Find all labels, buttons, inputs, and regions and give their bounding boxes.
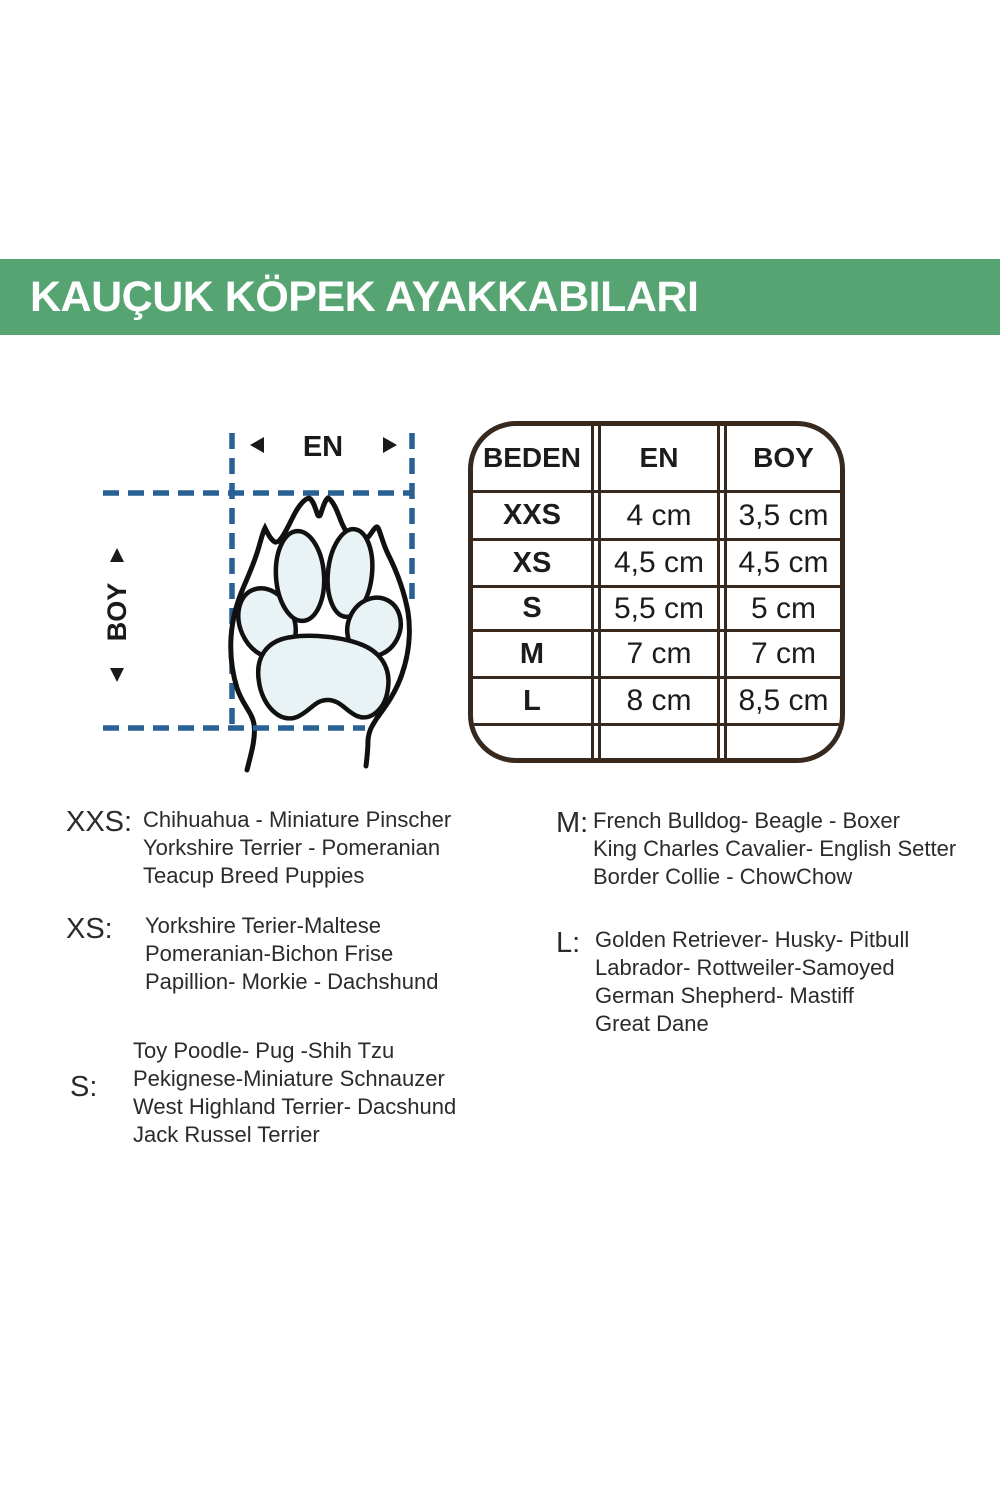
column-separator: [717, 632, 727, 676]
size-cell: XS: [512, 546, 552, 579]
column-separator: [717, 726, 727, 758]
table-row: [473, 679, 840, 726]
empty-cell: [473, 726, 591, 758]
width-cell: 7 cm: [626, 637, 692, 670]
length-cell: 8,5 cm: [738, 684, 829, 717]
size-guide-breeds-l: [595, 926, 909, 1038]
size-cell: XXS: [502, 499, 562, 531]
width-axis-label: EN: [302, 431, 344, 463]
width-cell: 8 cm: [626, 684, 692, 717]
size-guide-label-xxs: XXS:: [66, 806, 133, 838]
size-cell: S: [522, 592, 542, 624]
breed-line: Pomeranian-Bichon Frise: [145, 941, 394, 966]
table-row: [473, 493, 840, 541]
arrow-down-icon: [110, 668, 124, 682]
column-separator: [591, 493, 601, 538]
column-separator: [717, 426, 727, 490]
breed-line: Border Collie - ChowChow: [593, 864, 853, 889]
width-cell: 5,5 cm: [613, 591, 705, 625]
arrow-up-icon: [110, 548, 124, 562]
table-row: [473, 632, 840, 679]
column-header-en: EN: [639, 442, 679, 473]
breed-line: Jack Russel Terrier: [133, 1122, 320, 1147]
size-guide-label-xs: XS:: [66, 913, 113, 945]
size-guide-label-m: M:: [556, 807, 589, 839]
table-footer-row: [473, 726, 840, 758]
breed-line: Pekignese-Miniature Schnauzer: [133, 1066, 445, 1091]
table-row: [473, 541, 840, 588]
empty-cell: [601, 726, 717, 758]
column-separator: [717, 541, 727, 585]
breed-line: Great Dane: [595, 1011, 709, 1036]
size-cell: L: [523, 684, 541, 717]
size-guide-breeds-xxs: [143, 806, 451, 890]
length-cell: 7 cm: [750, 637, 816, 670]
column-header-boy: BOY: [753, 442, 814, 473]
length-cell: 3,5 cm: [738, 498, 829, 532]
breed-line: Papillion- Morkie - Dachshund: [145, 969, 439, 994]
size-guide-breeds-m: [593, 807, 956, 891]
column-separator: [717, 588, 727, 629]
paw-measurement-diagram: [0, 380, 460, 800]
size-cell: M: [519, 637, 545, 670]
column-header-beden: BEDEN: [482, 442, 581, 473]
breed-line: Teacup Breed Puppies: [143, 863, 365, 888]
arrow-right-icon: [383, 437, 397, 453]
title-band: [0, 259, 1000, 335]
column-separator: [591, 679, 601, 723]
paw-diagram-svg: [0, 380, 460, 800]
empty-cell: [727, 726, 840, 758]
breed-line: French Bulldog- Beagle - Boxer: [593, 808, 900, 833]
breed-line: Labrador- Rottweiler-Samoyed: [595, 955, 895, 980]
breed-line: Yorkshire Terier-Maltese: [145, 913, 381, 938]
breed-line: Yorkshire Terrier - Pomeranian: [143, 835, 441, 860]
length-cell: 4,5 cm: [738, 546, 829, 579]
table-row: [473, 588, 840, 632]
column-separator: [591, 588, 601, 629]
breed-line: Golden Retriever- Husky- Pitbull: [595, 927, 910, 952]
breed-line: Toy Poodle- Pug -Shih Tzu: [133, 1038, 395, 1063]
size-guide-label-s: S:: [70, 1071, 98, 1103]
column-separator: [717, 493, 727, 538]
column-separator: [591, 541, 601, 585]
column-separator: [591, 426, 601, 490]
size-table: [468, 421, 845, 763]
length-axis-label: BOY: [102, 582, 132, 642]
breed-line: West Highland Terrier- Dacshund: [133, 1094, 457, 1119]
page-title: KAUÇUK KÖPEK AYAKKABILARI: [30, 272, 699, 321]
column-separator: [591, 726, 601, 758]
breed-line: German Shepherd- Mastiff: [595, 983, 854, 1008]
size-guide-breeds-xs: [145, 912, 438, 996]
width-cell: 4,5 cm: [613, 546, 705, 579]
column-separator: [591, 632, 601, 676]
column-separator: [717, 679, 727, 723]
breed-line: Chihuahua - Miniature Pinscher: [143, 807, 452, 832]
arrow-left-icon: [250, 437, 264, 453]
size-guide-breeds-s: [133, 1037, 456, 1149]
length-cell: 5 cm: [750, 591, 816, 625]
width-cell: 4 cm: [626, 498, 692, 532]
size-guide-label-l: L:: [556, 927, 581, 959]
table-header-row: [473, 426, 840, 493]
breed-line: King Charles Cavalier- English Setter: [593, 836, 957, 861]
